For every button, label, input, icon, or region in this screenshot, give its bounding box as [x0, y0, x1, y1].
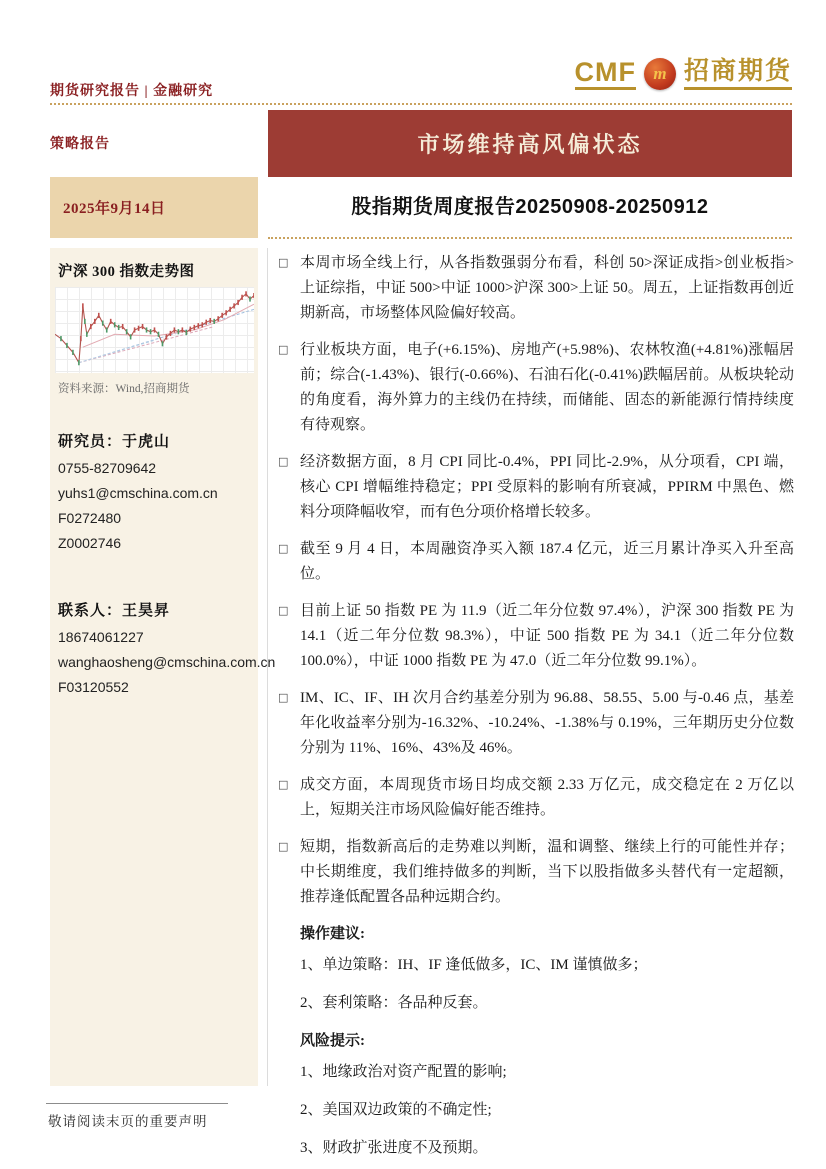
summary-bullet — [268, 251, 794, 326]
researcher-detail-line: 0755-82709642 — [58, 460, 157, 476]
footer-disclaimer: 敬请阅读末页的重要声明 — [48, 1114, 208, 1129]
researcher-detail-line: Z0002746 — [58, 535, 122, 551]
risk-item: 1、地缘政治对资产配置的影响; — [300, 1064, 507, 1080]
section-advice-items — [300, 953, 794, 1016]
researcher-details — [58, 460, 250, 551]
advice-item: 2、套利策略：各品种反套。 — [300, 995, 488, 1011]
bullet-text: IM、IC、IF、IH 次月合约基差分别为 96.88、58.55、5.00 与-0.46 点，基差年化收益率分别为-16.32%、-10.24%、-1.38%与 0.19%，三年期历史分位数分别为 11%、16%、43%及 46%。 — [300, 690, 794, 756]
risk-item: 2、美国双边政策的不确定性; — [300, 1102, 492, 1118]
date-box — [50, 177, 258, 238]
contact-name: 联系人：王昊昇 — [58, 603, 171, 619]
footer-divider — [46, 1103, 228, 1104]
section-risk-items — [300, 1060, 794, 1161]
contact-detail-line: wanghaosheng@cmschina.com.cn — [58, 654, 276, 670]
contact-detail-line: 18674061227 — [58, 629, 144, 645]
company-logo — [575, 58, 793, 90]
researcher-detail-line: yuhs1@cmschina.com.cn — [58, 485, 218, 501]
summary-bullet — [268, 835, 794, 910]
summary-bullets — [268, 251, 794, 910]
report-category-label: 期货研究报告 | 金融研究 — [50, 84, 214, 99]
square-bullet-icon: □ — [278, 542, 289, 555]
bullet-text: 目前上证 50 指数 PE 为 11.9（近二年分位数 97.4%），沪深 300 指数 PE 为 14.1（近二年分位数 98.3%），中证 500 指数 PE 为 34.1（近二年分位数 100.0%），中证 1000 指数 PE 为 47.0（近二年分位数 99.1%）。 — [300, 603, 794, 669]
header-divider — [50, 103, 792, 105]
advice-item: 1、单边策略：IH、IF 逢低做多，IC、IM 谨慎做多； — [300, 957, 648, 973]
contact-detail-line: F03120552 — [58, 679, 129, 695]
summary-bullet — [268, 537, 794, 587]
report-title: 股指期货周度报告20250908-20250912 — [351, 196, 709, 218]
contact-block — [50, 599, 276, 695]
square-bullet-icon: □ — [278, 343, 289, 356]
summary-bullet — [268, 686, 794, 761]
risk-item: 3、财政扩张进度不及预期。 — [300, 1140, 488, 1156]
logo-mark: m — [653, 64, 667, 83]
title-divider — [268, 237, 792, 239]
square-bullet-icon: □ — [278, 691, 289, 704]
cmf-logo-icon — [644, 58, 676, 90]
brand-name: 招商期货 — [684, 58, 792, 90]
section-advice-heading: 操作建议: — [300, 926, 365, 942]
main-content — [268, 251, 794, 1169]
chart-source: 资料来源：Wind,招商期货 — [58, 383, 190, 395]
square-bullet-icon: □ — [278, 256, 289, 269]
section-risk — [268, 1029, 794, 1161]
square-bullet-icon: □ — [278, 455, 289, 468]
bullet-text: 经济数据方面，8 月 CPI 同比-0.4%，PPI 同比-2.9%，从分项看，CPI 端，核心 CPI 增幅维持稳定；PPI 受原料的影响有所衰减，PPIRM 中黑色、燃料分项降幅收窄，而有色分项价格增长较多。 — [300, 454, 794, 520]
researcher-name: 研究员：于虎山 — [58, 434, 171, 450]
researcher-detail-line: F0272480 — [58, 510, 122, 526]
square-bullet-icon: □ — [278, 840, 289, 853]
sidebar — [50, 248, 276, 1086]
banner-title: 市场维持高风偏状态 — [417, 132, 643, 157]
bullet-text: 成交方面，本周现货市场日均成交额 2.33 万亿元，成交稳定在 2 万亿以上，短期关注市场风险偏好能否维持。 — [300, 777, 794, 818]
section-advice — [268, 922, 794, 1016]
square-bullet-icon: □ — [278, 778, 289, 791]
bullet-text: 短期，指数新高后的走势难以判断，温和调整、继续上行的可能性并存；中长期维度，我们维持做多的判断，当下以股指做多头替代有一定超额，推荐逢低配置各品种远期合约。 — [300, 839, 794, 905]
report-type-label: 策略报告 — [50, 137, 110, 152]
summary-bullet — [268, 773, 794, 823]
contact-details — [58, 629, 276, 695]
summary-bullet — [268, 599, 794, 674]
report-date: 2025年9月14日 — [63, 201, 166, 217]
csi300-chart-svg — [55, 287, 254, 373]
bullet-text: 截至 9 月 4 日，本周融资净买入额 187.4 亿元，近三月累计净买入升至高位。 — [300, 541, 794, 582]
cmf-logo-text: CMF — [575, 58, 636, 89]
summary-bullet — [268, 338, 794, 438]
csi300-chart — [55, 287, 254, 373]
banner — [268, 110, 792, 177]
chart-title: 沪深 300 指数走势图 — [58, 264, 195, 280]
researcher-block — [50, 430, 258, 551]
section-risk-heading: 风险提示: — [300, 1033, 365, 1049]
bullet-text: 本周市场全线上行，从各指数强弱分布看，科创 50>深证成指>创业板指>上证综指，中证 500>中证 1000>沪深 300>上证 50。周五，上证指数再创近期新高，市场整体风险偏好较高。 — [300, 255, 794, 321]
bullet-text: 行业板块方面，电子(+6.15%)、房地产(+5.98%)、农林牧渔(+4.81%)涨幅居前；综合(-1.43%)、银行(-0.66%)、石油石化(-0.41%)跌幅居前。从板块轮动的角度看，海外算力的主线仍在持续，而储能、固态的新能源行情持续度有待观察。 — [300, 342, 794, 433]
square-bullet-icon: □ — [278, 604, 289, 617]
summary-bullet — [268, 450, 794, 525]
